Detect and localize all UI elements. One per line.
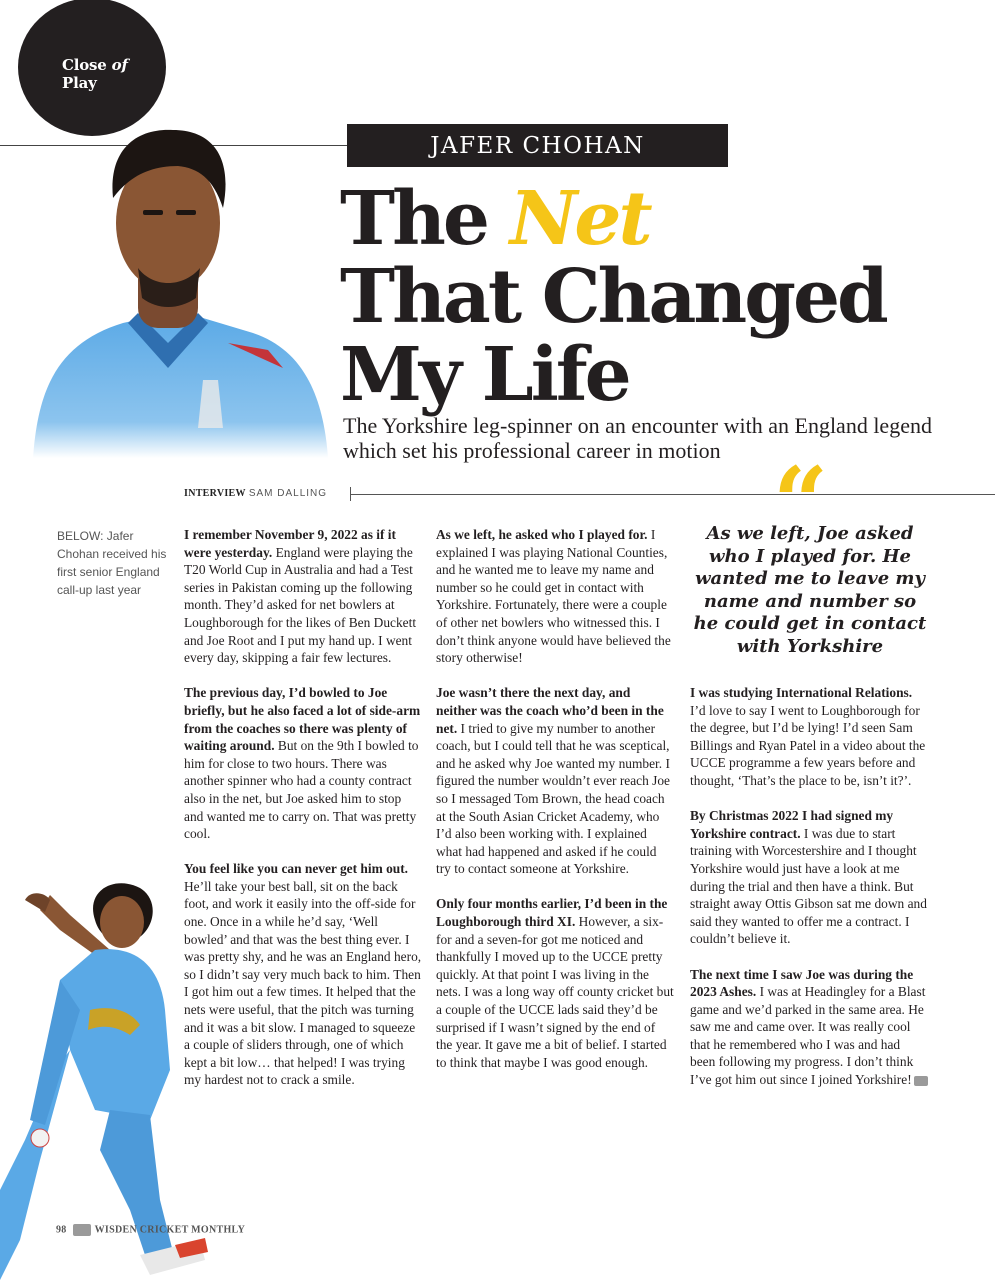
paragraph: The previous day, I’d bowled to Joe briefly, but he also faced a lot of side-arm from the coaches so there was plenty of waiting around. But on the 9th I bowled to him for close to two hours. There was another spinner who had a county contract also in the net, but Joe asked him to stop and wanted me to carry on. That was pretty cool. xyxy=(184,685,421,842)
paragraph: I was studying International Relations. I’d love to say I went to Loughborough for the degree, but I’d be lying! I’d seen Sam Billings and Ryan Patel in a video about the UCCE programme a few years before and thought, ‘That’s the place to be, isn’t it?’. xyxy=(690,685,926,788)
paragraph: By Christmas 2022 I had signed my Yorkshire contract. I was due to start training with Worcestershire and I thought Yorkshire would just have a look at me during the trial and then have a think. But straight away Ottis Gibson sat me down and said they wanted to offer me a contract. I couldn’t believe it. xyxy=(690,808,927,947)
quote-mark-icon: “ xyxy=(773,446,829,559)
photo-caption: BELOW: Jafer Chohan received his first senior England call-up last year xyxy=(57,529,167,597)
paragraph: You feel like you can never get him out. He’ll take your best ball, sit on the back foot, and work it easily into the off-side for one. Once in a while he’d say, ‘Well bowled’ and that was the best thing ever. I was pretty shy, and he was an England hero, so I didn’t say very much back to him. Then I got him out a few times. It helped that the nets were useful, that the pitch was turning and it was a bit slow. I managed to squeeze a couple of sliders through, one of which kept a bit low… that helped! I was trying my hardest not to crack a smile. xyxy=(184,861,422,1088)
section-badge xyxy=(18,0,166,136)
headline-word: The xyxy=(340,176,510,262)
byline-label: INTERVIEW xyxy=(184,488,246,499)
paragraph: The next time I saw Joe was during the 2023 Ashes. I was at Headingley for a Blast game and we’d parked in the same area. He saw me and came over. It was really cool that he remembered who I was and had been following my progress. I don’t think I’ve got him out since I joined Yorkshire! xyxy=(690,966,928,1089)
player-bowling-illustration xyxy=(0,860,215,1280)
paragraph: Joe wasn’t there the next day, and neither was the coach who’d been in the net. I tried to give my number to another coach, but I could tell that he was sceptical, and he asked why Joe wanted my number. I figured the number wouldn’t ever reach Joe so I messaged Tom Brown, the head coach at the South Asian Cricket Academy, who I’d also been working with. I explained what had happened and asked if he could try to contact someone at Yorkshire. xyxy=(436,685,671,877)
paragraph: As we left, he asked who I played for. I explained I was playing National Counties, and he wanted me to leave my name and number so he could get in contact with Yorkshire. Fortunately, there were a couple of other net bowlers who witnessed this. I don’t think anyone would have believed the story otherwise! xyxy=(436,527,671,666)
standfirst: The Yorkshire leg-spinner on an encounter with an England legend which set his professional career in motion xyxy=(343,413,932,463)
article-column-3 xyxy=(690,684,928,1106)
player-portrait-illustration xyxy=(28,118,333,458)
headline xyxy=(340,176,886,418)
page-number: 98 xyxy=(56,1224,67,1236)
wisden-logo-icon xyxy=(73,1224,91,1236)
end-of-article-icon xyxy=(914,1076,928,1086)
byline-rule xyxy=(350,494,995,495)
headline-line-2: That Changed xyxy=(340,254,886,340)
byline-author: SAM DALLING xyxy=(248,488,328,499)
page-footer xyxy=(56,1224,245,1236)
section-badge-label: Close of Play xyxy=(62,56,128,92)
paragraph: Only four months earlier, I’d been in the Loughborough third XI. However, a six-for and a seven-for got me noticed and thankfully I moved up to the UCCE pretty quickly. At that point I was living in the nets. I was a long way off county cricket but a couple of the UCCE lads said they’d be surprised if I wasn’t signed by the end of the year. It gave me a bit of belief. I started to think that maybe I was good enough. xyxy=(436,896,674,1070)
pull-quote: As we left, Joe asked who I played for. He wanted me to leave my name and number so he could get in contact with Yorkshire xyxy=(693,523,927,657)
headline-accent-word: Net xyxy=(509,176,650,262)
magazine-name: WISDEN CRICKET MONTHLY xyxy=(94,1224,246,1236)
headline-line-3: My Life xyxy=(340,332,629,418)
article-column-1 xyxy=(184,526,422,1107)
paragraph: I remember November 9, 2022 as if it were yesterday. England were playing the T20 World Cup in Australia and had a Test series in Pakistan coming up the following month. They’d asked for net bowlers at Loughborough for the likes of Ben Duckett and Joe Root and I put my hand up. I went every day, skipping a fair few lectures. xyxy=(184,527,417,666)
byline xyxy=(184,488,327,499)
player-name: JAFER CHOHAN xyxy=(430,132,645,159)
article-column-2 xyxy=(436,526,674,1089)
player-name-bar xyxy=(347,124,728,167)
